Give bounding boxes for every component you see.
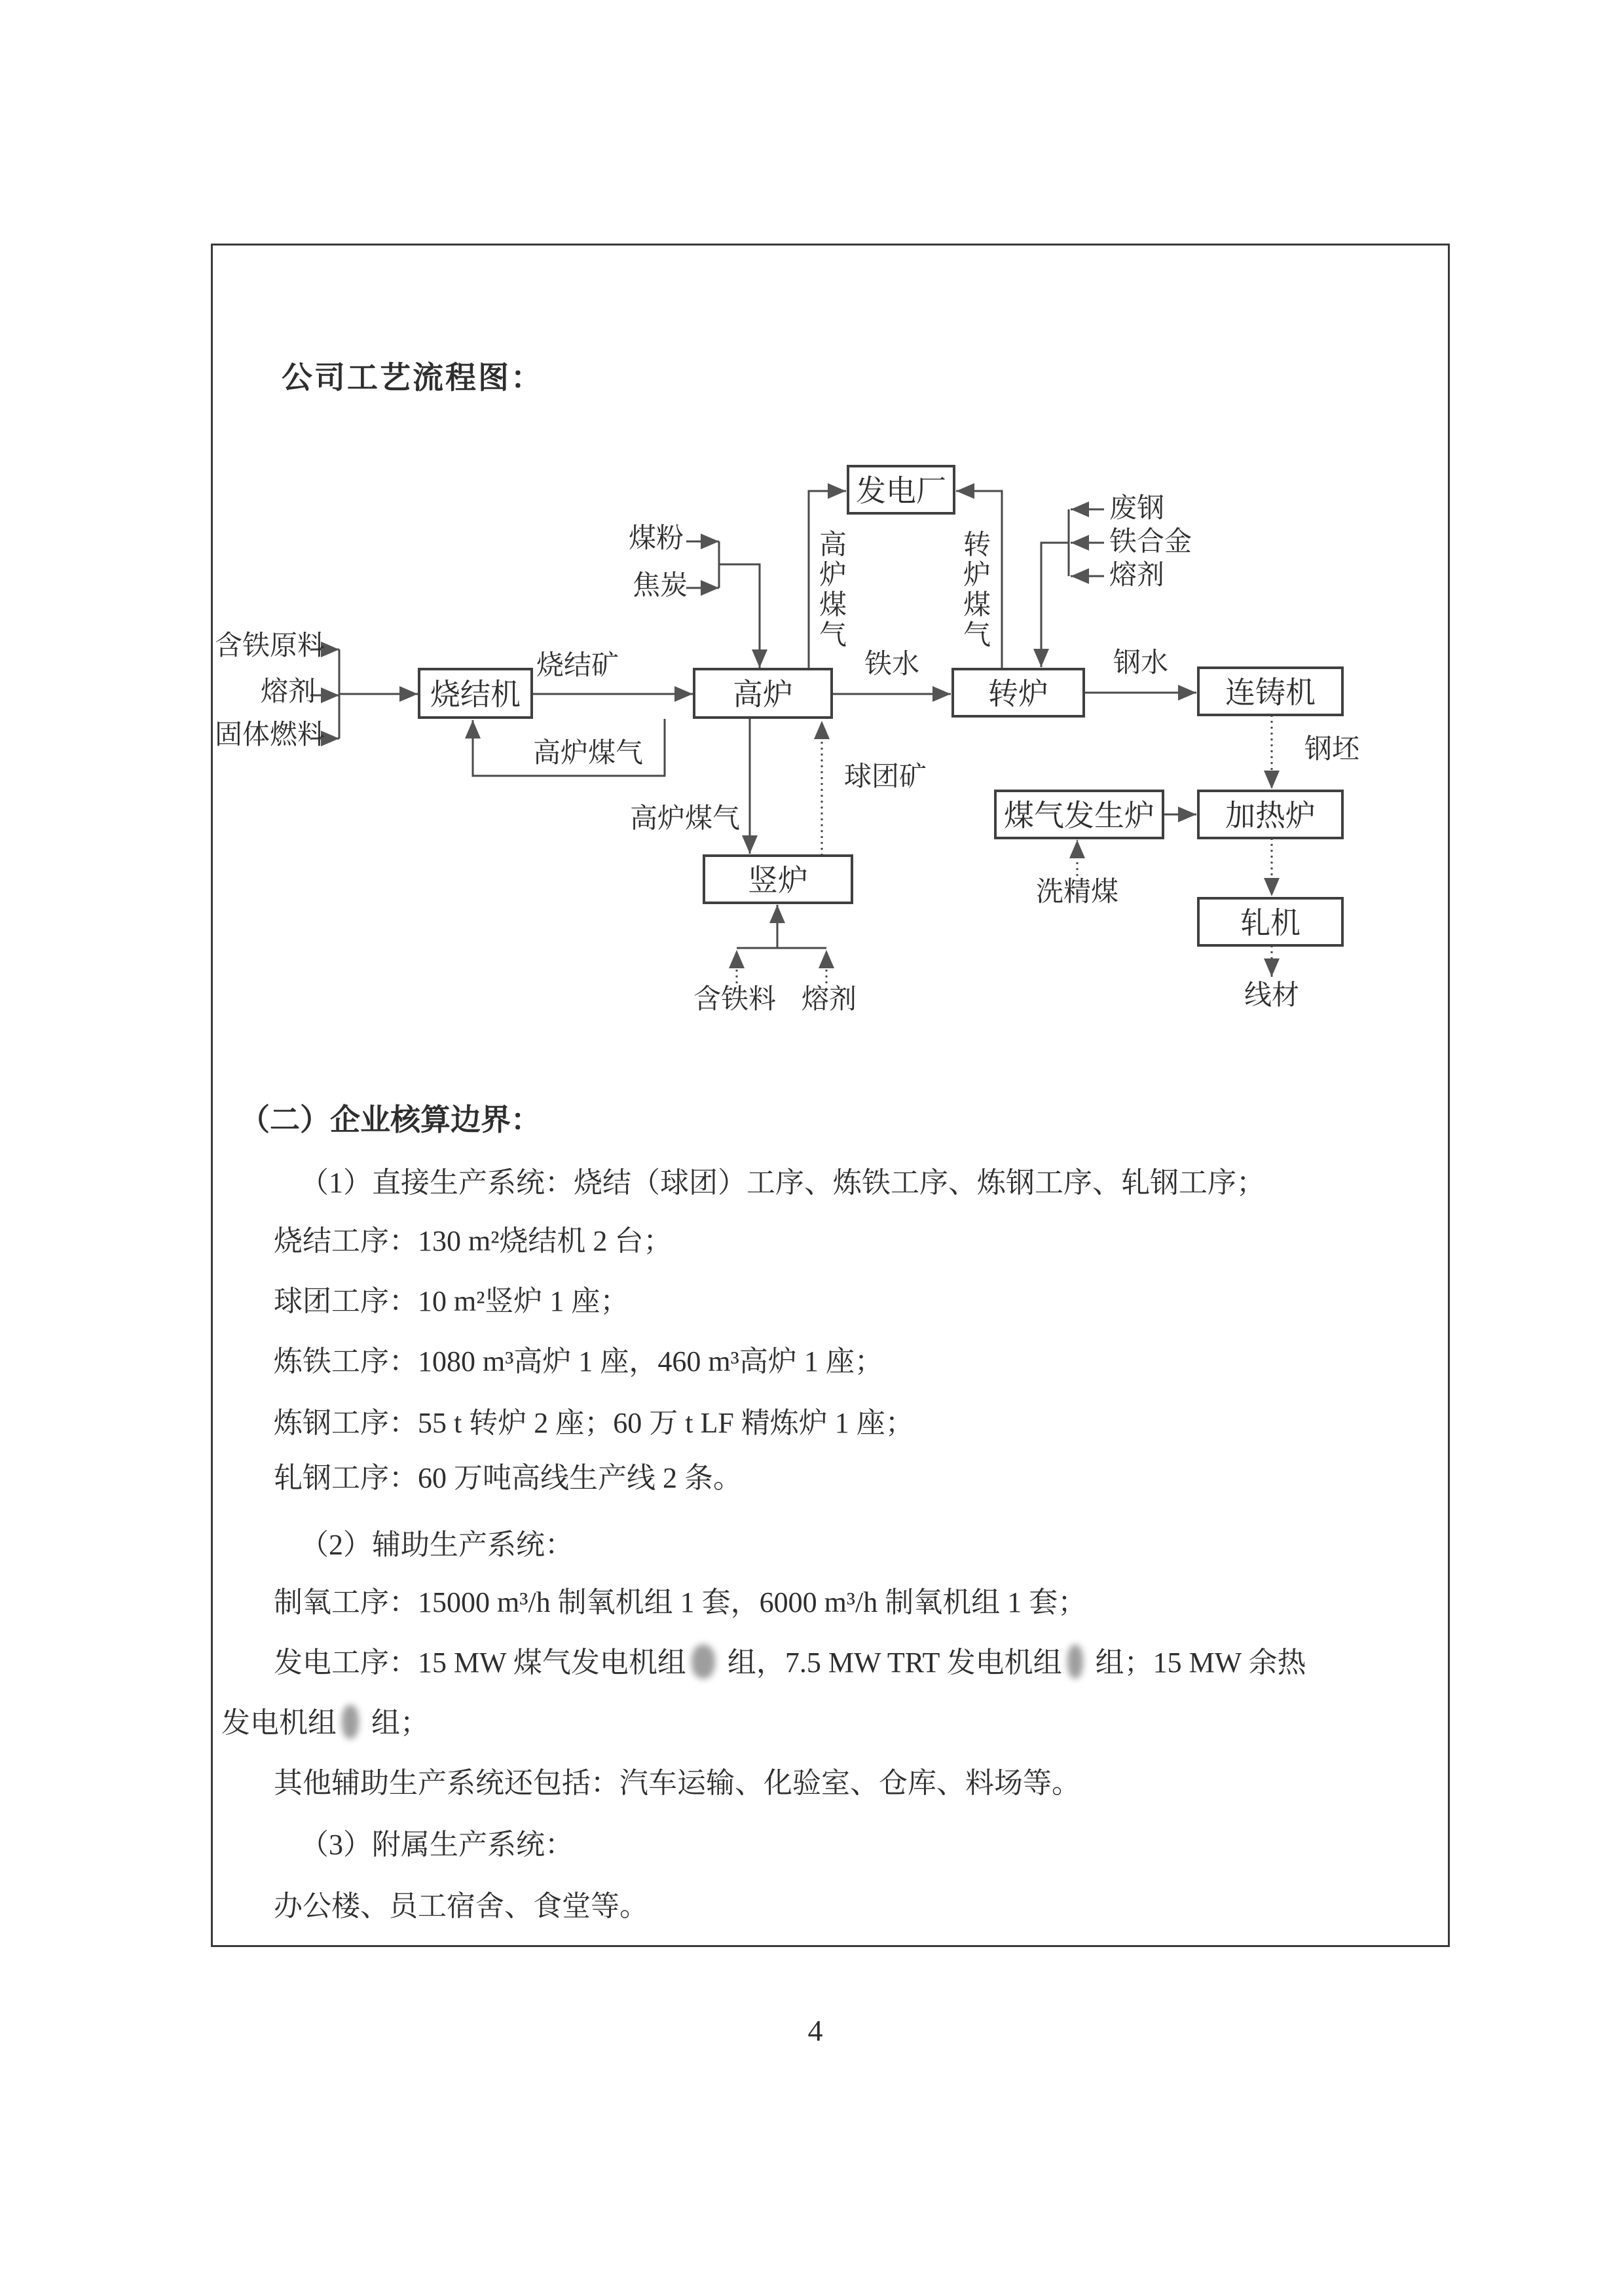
bf-gas-feedback-loop-arrowhead bbox=[465, 720, 481, 738]
solid-fuel-label: 固体燃料 bbox=[214, 720, 325, 750]
line-power-generation-redaction bbox=[692, 1645, 715, 1679]
bf-gas-vertical-label: 高炉煤气 bbox=[819, 530, 847, 651]
mill-to-wire-arrowhead bbox=[1264, 958, 1280, 977]
coal-to-bf-arrowhead bbox=[752, 649, 767, 668]
coal-powder-label: 煤粉 bbox=[628, 524, 684, 554]
flux-right-label: 熔剂 bbox=[1109, 560, 1165, 591]
line-other-auxiliary bbox=[274, 1765, 1080, 1801]
box-gas-generator bbox=[995, 791, 1163, 838]
line-oxygen bbox=[274, 1584, 1086, 1620]
sinter-to-bf-arrowhead bbox=[674, 686, 693, 702]
box-reheating-furnace bbox=[1198, 791, 1342, 838]
line-pellet bbox=[274, 1283, 629, 1319]
line-rolling-text: 轧钢工序：60 万吨高线生产线 2 条。 bbox=[274, 1462, 742, 1494]
box-shaft-furnace bbox=[704, 856, 852, 903]
billet-label: 钢坯 bbox=[1304, 735, 1360, 765]
bracket-to-sinter-arrowhead bbox=[399, 686, 418, 702]
coal-powder-arrow-arrowhead bbox=[701, 534, 719, 549]
line-power-generation bbox=[274, 1645, 1306, 1681]
caster-to-reheat-arrowhead bbox=[1264, 771, 1280, 789]
flux-left-label: 熔剂 bbox=[260, 677, 316, 707]
flux-right-arrow-arrowhead bbox=[1071, 568, 1089, 584]
box-label-converter: 转炉 bbox=[988, 677, 1048, 711]
box-sintering-machine bbox=[419, 669, 532, 718]
scrap-arrow-arrowhead bbox=[1071, 501, 1089, 517]
converter-gas-vertical-label: 转炉煤气 bbox=[963, 530, 991, 651]
washedcoal-to-gasgen-arrowhead bbox=[1069, 840, 1085, 858]
iron-material-label: 含铁料 bbox=[693, 985, 777, 1015]
line-sintering bbox=[274, 1223, 672, 1259]
box-label-reheating-furnace: 加热炉 bbox=[1225, 799, 1316, 833]
gasgen-to-reheat-arrowhead bbox=[1178, 807, 1196, 822]
line-office-text: 办公楼、员工宿舍、食堂等。 bbox=[274, 1890, 648, 1922]
box-label-blast-furnace: 高炉 bbox=[733, 678, 793, 712]
line-sintering-text: 烧结工序：130 m²烧结机 2 台； bbox=[274, 1225, 673, 1257]
line-power-generation-cont-text: 组； bbox=[364, 1707, 429, 1739]
line-power-generation-cont-redaction bbox=[342, 1705, 359, 1739]
bracket-to-converter bbox=[1041, 543, 1069, 667]
flux-bottom-up-arrowhead bbox=[819, 950, 834, 968]
page-number: 4 bbox=[807, 2014, 823, 2047]
bf-gas-loop-label: 高炉煤气 bbox=[532, 738, 644, 769]
sinter-ore-label: 烧结矿 bbox=[536, 651, 619, 681]
line-other-auxiliary-text: 其他辅助生产系统还包括：汽车运输、化验室、仓库、料场等。 bbox=[274, 1767, 1080, 1799]
shaft-to-bf-pellet-arrowhead bbox=[814, 721, 830, 739]
coke-arrow-arrowhead bbox=[701, 580, 719, 596]
line-direct-production bbox=[300, 1165, 1265, 1201]
diagram-title: 公司工艺流程图： bbox=[282, 361, 544, 395]
box-label-rolling-mill: 轧机 bbox=[1240, 906, 1301, 940]
line-oxygen-text: 制氧工序：15000 m³/h 制氧机组 1 套，6000 m³/h 制氧机组 1 套； bbox=[274, 1586, 1087, 1618]
molten-steel-arrow-arrowhead bbox=[1178, 685, 1196, 701]
box-rolling-mill bbox=[1198, 898, 1342, 945]
line-direct-production-text: （1）直接生产系统：烧结（球团）工序、炼铁工序、炼钢工序、轧钢工序； bbox=[300, 1167, 1265, 1199]
line-auxiliary-text: （2）辅助生产系统： bbox=[300, 1529, 574, 1561]
washed-coal-label: 洗精煤 bbox=[1035, 877, 1119, 907]
line-power-generation-cont bbox=[221, 1705, 429, 1741]
line-steelmaking bbox=[274, 1405, 914, 1441]
converter-to-power-plant-arrowhead bbox=[956, 483, 974, 499]
box-label-gas-generator: 煤气发生炉 bbox=[1004, 799, 1154, 833]
molten-iron-label: 铁水 bbox=[864, 649, 920, 680]
box-power-plant bbox=[848, 466, 954, 513]
molten-iron-arrow-arrowhead bbox=[932, 686, 951, 702]
line-rolling bbox=[274, 1460, 742, 1496]
bracket-to-shaft-arrowhead bbox=[769, 905, 785, 923]
line-ironmaking-text: 炼铁工序：1080 m³高炉 1 座，460 m³高炉 1 座； bbox=[274, 1345, 883, 1377]
box-blast-furnace bbox=[694, 669, 832, 718]
line-office bbox=[274, 1888, 648, 1924]
line-power-generation-text: 组；15 MW 余热 bbox=[1088, 1647, 1306, 1679]
scrap-steel-label: 废钢 bbox=[1109, 494, 1165, 524]
box-label-power-plant: 发电厂 bbox=[856, 474, 946, 508]
line-power-generation-cont-text: 发电机组 bbox=[221, 1707, 337, 1739]
heading-accounting-boundary bbox=[240, 1101, 541, 1139]
iron-bearing-material-label: 含铁原料 bbox=[214, 631, 325, 661]
heading-accounting-boundary-text: （二）企业核算边界： bbox=[240, 1103, 541, 1137]
wire-rod-label: 线材 bbox=[1244, 981, 1300, 1011]
box-label-sintering-machine: 烧结机 bbox=[430, 678, 521, 712]
box-continuous-caster bbox=[1198, 668, 1342, 715]
molten-steel-label: 钢水 bbox=[1113, 648, 1169, 678]
box-converter bbox=[953, 669, 1084, 716]
box-label-continuous-caster: 连铸机 bbox=[1225, 676, 1316, 710]
bf-to-shaft-arrowhead bbox=[742, 835, 758, 854]
bf-gas-to-shaft-label: 高炉煤气 bbox=[629, 804, 741, 834]
line-auxiliary bbox=[300, 1527, 574, 1563]
line-steelmaking-text: 炼钢工序：55 t 转炉 2 座；60 万 t LF 精炼炉 1 座； bbox=[274, 1407, 914, 1439]
line-pellet-text: 球团工序：10 m²竖炉 1 座； bbox=[274, 1285, 629, 1317]
reheat-to-mill-arrowhead bbox=[1264, 878, 1280, 896]
flux-left-arrow-arrowhead bbox=[321, 687, 339, 703]
line-ironmaking bbox=[274, 1343, 883, 1379]
coke-label: 焦炭 bbox=[632, 571, 688, 601]
line-affiliated bbox=[300, 1827, 574, 1863]
bracket-to-converter-arrowhead bbox=[1033, 649, 1049, 667]
pellet-ore-label: 球团矿 bbox=[843, 762, 927, 792]
line-affiliated-text: （3）附属生产系统： bbox=[300, 1829, 574, 1861]
line-power-generation-text: 组，7.5 MW TRT 发电机组 bbox=[720, 1647, 1062, 1679]
box-label-shaft-furnace: 竖炉 bbox=[748, 864, 808, 898]
iron-material-up-arrowhead bbox=[729, 950, 745, 968]
ferroalloy-label: 铁合金 bbox=[1109, 527, 1192, 557]
line-power-generation-redaction bbox=[1067, 1645, 1083, 1679]
ferroalloy-arrow-arrowhead bbox=[1071, 535, 1089, 551]
bf-to-power-plant-arrowhead bbox=[828, 483, 846, 499]
line-power-generation-text: 发电工序：15 MW 煤气发电机组 bbox=[274, 1647, 686, 1679]
flux-bottom-label: 熔剂 bbox=[801, 985, 857, 1015]
